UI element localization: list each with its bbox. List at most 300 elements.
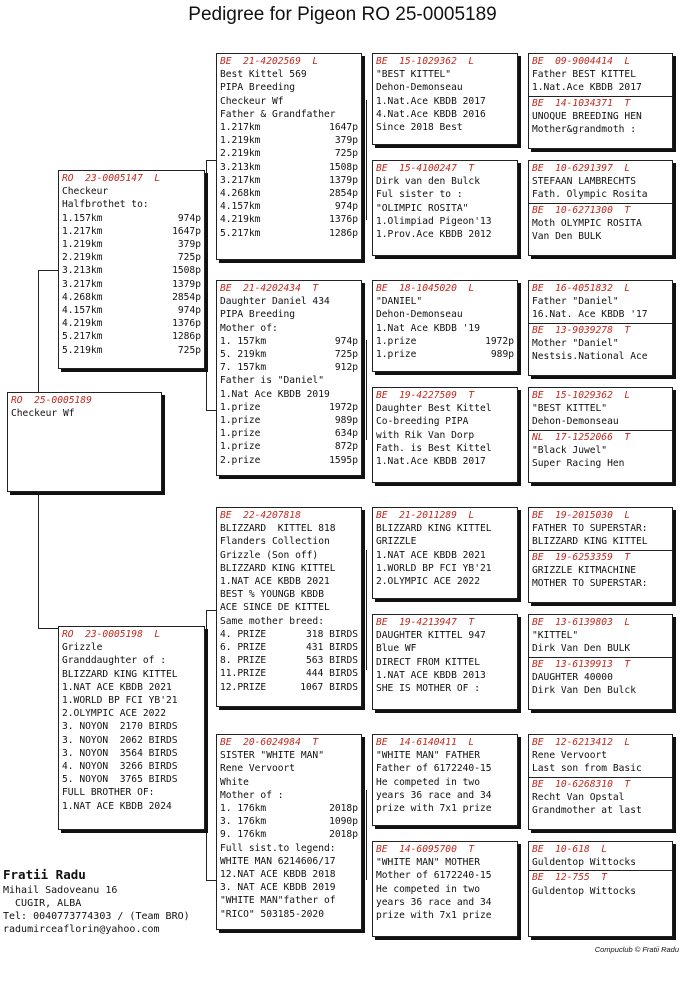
result-label: 1. 176km [220,803,267,815]
ring-number: BE 21-2011289 L [376,510,475,521]
info-line: 1.Nat.Ace KBDB 2017 [376,95,486,107]
result-value: 2854p [329,188,358,200]
result-row [220,227,358,240]
result-row [62,251,201,264]
result-value: 1508p [329,161,358,173]
ring-number: BE 18-1045020 L [376,283,475,294]
info-line: 16.Nat. Ace KBDB '17 [532,309,648,321]
result-value: 974p [334,201,358,213]
result-value: 1508p [172,265,201,277]
info-line: Checkeur [62,186,109,198]
result-row [220,134,358,147]
info-line: "RICO" 503185-2020 [220,908,324,920]
result-label: 4. PRIZE [220,628,267,640]
result-value: 1647p [172,225,201,237]
info-line: Daughter Daniel 434 [220,296,330,308]
great-grandparent-card [372,387,518,483]
ring-number: BE 14-1034371 T [532,97,631,109]
info-line: "WHITE MAN"father of [220,895,336,907]
result-row [220,440,358,453]
info-line: 1.NAT ACE KBDB 2021 [376,549,486,561]
ring-number: BE 10-618 L [532,844,608,855]
connector [206,160,207,410]
info-line: Mother "Daniel" [532,337,619,349]
info-line: with Rik Van Dorp [376,429,475,441]
info-line: Since 2018 Best [376,122,463,134]
info-line: 2.OLYMPIC ACE 2022 [376,576,480,588]
info-line: BLIZZARD KING KITTEL [62,668,178,680]
dam-dam-card [216,734,362,930]
breeder-address-line: CUGIR, ALBA [3,898,82,909]
info-line: 1.WORLD BP FCI YB'21 [62,695,178,707]
info-line: Father of 6172240-15 [376,763,492,775]
info-line: Best Kittel 569 [220,69,307,81]
result-row [62,304,201,317]
info-line: Halfbrothet to: [62,199,149,211]
result-row [62,291,201,304]
result-value: 989p [334,415,358,427]
result-label: 1.157km [62,212,103,224]
sire-card [58,170,205,369]
result-value: 431 BIRDS [306,642,358,654]
result-label: 4.219km [62,318,103,330]
info-line: Daughter Best Kittel [376,403,492,415]
info-line: BLIZZARD KITTEL 818 [220,523,336,535]
result-value: 1379p [329,174,358,186]
info-line: 1.Nat.Ace KBDB 2017 [532,82,642,94]
result-row [220,815,358,828]
result-label: 2.prize [220,454,261,466]
info-line: "BEST KITTEL" [532,403,608,415]
ring-number: BE 22-4207818 [220,510,301,521]
result-label: 12.PRIZE [220,681,267,693]
result-row [62,225,201,238]
result-value: 1067 BIRDS [300,681,358,693]
ring-number: BE 13-6139803 L [532,617,631,628]
result-label: 1.prize [220,441,261,453]
result-row [62,264,201,277]
info-line: BLIZZARD KING KITTEL [376,523,492,535]
great-great-grandparents-card [528,160,673,256]
result-value: 1595p [329,454,358,466]
result-label: 4.268km [62,291,103,303]
info-line: 3. NOYON 2062 BIRDS [62,734,178,746]
result-value: 379p [177,239,201,251]
result-label: 5.217km [220,227,261,239]
result-value: 725p [177,344,201,356]
result-label: 2.219km [220,148,261,160]
result-label: 1.219km [62,239,103,251]
info-line: Last son from Basic [532,763,642,775]
info-line: Guldentop Wittocks [532,885,636,897]
ring-number: BE 15-1029362 L [376,56,475,67]
result-label: 1.prize [220,401,261,413]
info-line: He competed in two [376,776,480,788]
info-line: Fath. is Best Kittel [376,442,492,454]
breeder-name: Fratii Radu [3,867,86,882]
result-value: 974p [177,212,201,224]
result-row [220,147,358,160]
info-line: Father is "Daniel" [220,375,324,387]
result-row [220,187,358,200]
info-line: Father "Daniel" [532,296,619,308]
result-row [62,212,201,225]
result-label: 9. 176km [220,829,267,841]
ring-number: BE 14-6095700 T [376,844,475,855]
great-great-grandparents-card [528,507,673,603]
info-line: Flanders Collection [220,536,330,548]
great-grandparent-card [372,507,518,599]
result-label: 3.213km [220,161,261,173]
breeder-email[interactable]: radumirceaflorin@yahoo.com [3,924,160,935]
ring-number: BE 10-6291397 L [532,163,631,174]
great-great-grandparents-card [528,841,673,937]
result-label: 1.prize [220,415,261,427]
ring-number: BE 13-6139913 T [532,658,631,670]
info-line: DAUGHTER KITTEL 947 [376,630,486,642]
sire-dam-card [216,280,362,476]
subject-pigeon-card [7,392,162,492]
connector [366,100,367,220]
result-label: 1.217km [220,122,261,134]
result-label: 4.157km [62,305,103,317]
ring-number: BE 15-1029362 L [532,390,631,401]
result-label: 1.prize [376,349,417,361]
result-row [62,317,201,330]
info-line: Checkeur Wf [220,95,284,107]
result-value: 1972p [329,401,358,413]
info-line: 3. NOYON 3564 BIRDS [62,747,178,759]
info-line: 1.NAT ACE KBDB 2013 [376,669,486,681]
info-line: Father & Grandfather [220,108,336,120]
result-row [220,641,358,654]
result-label: 2.219km [62,252,103,264]
result-value: 725p [177,252,201,264]
connector [38,270,39,395]
info-line: years 36 race and 34 [376,896,492,908]
result-value: 1647p [329,122,358,134]
ring-number: BE 10-6268310 T [532,778,631,790]
result-value: 2018p [329,829,358,841]
ring-number: RO 23-0005147 L [62,173,161,184]
info-line: DIRECT FROM KITTEL [376,656,480,668]
info-line: SHE IS MOTHER OF : [376,683,480,695]
info-line: Mother of: [220,322,278,334]
info-line: 4. NOYON 3266 BIRDS [62,761,178,773]
connector [38,478,39,628]
result-row [220,335,358,348]
great-grandparent-card [372,841,518,937]
result-label: 3.217km [62,278,103,290]
result-row [220,414,358,427]
great-great-grandparents-card [528,280,673,376]
result-label: 3.213km [62,265,103,277]
info-line: Nestsis.National Ace [532,351,648,363]
info-line: SISTER "WHITE MAN" [220,750,324,762]
result-row [220,802,358,815]
info-line: Dehon-Demonseau [376,82,463,94]
info-line: "Black Juwel" [532,444,608,456]
info-line: Fath. Olympic Rosita [532,189,648,201]
info-line: Moth OLYMPIC ROSITA [532,217,642,229]
info-line: ACE SINCE DE KITTEL [220,602,330,614]
result-row [220,654,358,667]
result-value: 2018p [329,803,358,815]
info-line: Ful sister to : [376,189,463,201]
ring-number: BE 19-4213947 T [376,617,475,628]
great-grandparent-card [372,734,518,826]
result-label: 5.217km [62,331,103,343]
info-line: Dirk Van Den Bulck [532,685,636,697]
result-value: 444 BIRDS [306,668,358,680]
info-line: "OLIMPIC ROSITA" [376,202,469,214]
info-line: Dirk van den Bulck [376,176,480,188]
info-line: 2.OLYMPIC ACE 2022 [62,708,166,720]
result-label: 1.219km [220,135,261,147]
result-row [376,348,514,361]
result-row [62,344,201,357]
result-value: 1376p [172,318,201,330]
ring-number: BE 19-2015030 L [532,510,631,521]
result-row [220,174,358,187]
result-value: 1090p [329,816,358,828]
ring-number: BE 14-6140411 L [376,737,475,748]
result-label: 6. PRIZE [220,642,267,654]
info-line: FATHER TO SUPERSTAR: [532,523,648,535]
result-value: 725p [334,148,358,160]
info-line: Father BEST KITTEL [532,69,636,81]
result-row [220,667,358,680]
info-line: Blue WF [376,643,417,655]
result-label: 5. 219km [220,349,267,361]
info-line: WHITE MAN 6214606/17 [220,855,336,867]
ring-number: BE 15-4100247 T [376,163,475,174]
info-line: 1.WORLD BP FCI YB'21 [376,562,492,574]
info-line: Checkeur Wf [11,408,75,420]
info-line: 4.Nat.Ace KBDB 2016 [376,108,486,120]
info-line: years 36 race and 34 [376,789,492,801]
ring-number: RO 23-0005198 L [62,629,161,640]
great-grandparent-card [372,160,518,256]
result-label: 7. 157km [220,362,267,374]
connector [206,610,207,880]
result-label: 1.prize [376,335,417,347]
great-great-grandparents-card [528,614,673,710]
info-line: 1.NAT ACE KBDB 2021 [62,681,172,693]
great-great-grandparents-card [528,734,673,830]
ring-number: BE 13-9039278 T [532,324,631,336]
info-line: prize with 7x1 prize [376,910,492,922]
connector [366,340,367,440]
info-line: 1.Olimpiad Pigeon'13 [376,215,492,227]
result-row [220,161,358,174]
info-line: "DANIEL" [376,296,423,308]
connector [38,270,58,271]
dam-card [58,626,205,830]
info-line: Mother of 6172240-15 [376,870,492,882]
result-value: 1376p [329,214,358,226]
info-line: PIPA Breeding [220,309,296,321]
ring-number: NL 17-1252066 T [532,431,631,443]
result-row [62,330,201,343]
result-value: 912p [334,362,358,374]
result-row [220,361,358,374]
result-value: 989p [490,349,514,361]
info-line: 1.Nat Ace KBDB '19 [376,322,480,334]
result-row [220,121,358,134]
ring-number: BE 09-9004414 L [532,56,631,67]
result-value: 1379p [172,278,201,290]
info-line: GRIZZLE KITMACHINE [532,564,636,576]
breeder-info [3,866,190,936]
result-value: 563 BIRDS [306,655,358,667]
info-line: Rene Vervoort [532,750,608,762]
result-value: 1972p [485,335,514,347]
info-line: Dehon-Demonseau [376,309,463,321]
info-line: Mother&grandmoth : [532,124,636,136]
info-line: Dehon-Demonseau [532,416,619,428]
ring-number: BE 19-6253359 T [532,551,631,563]
info-line: He competed in two [376,883,480,895]
result-label: 4.157km [220,201,261,213]
result-row [220,200,358,213]
connector [206,610,216,611]
ring-number: BE 12-755 T [532,872,608,884]
result-value: 974p [334,335,358,347]
ring-number: BE 16-4051832 L [532,283,631,294]
connector [38,628,58,629]
result-value: 2854p [172,291,201,303]
info-line: 5. NOYON 3765 BIRDS [62,774,178,786]
result-row [220,681,358,694]
info-line: Grizzle [62,642,103,654]
info-line: White [220,776,249,788]
info-line: 3. NOYON 2170 BIRDS [62,721,178,733]
result-value: 379p [334,135,358,147]
result-value: 872p [334,441,358,453]
info-line: Same mother breed: [220,615,324,627]
result-row [220,348,358,361]
breeder-address-line: Mihail Sadoveanu 16 [3,885,118,896]
info-line: prize with 7x1 prize [376,803,492,815]
result-label: 4.219km [220,214,261,226]
info-line: BEST % YOUNGB KBDB [220,589,324,601]
info-line: 3. NAT ACE KBDB 2019 [220,882,336,894]
info-line: 1.Prov.Ace KBDB 2012 [376,229,492,241]
info-line: FULL BROTHER OF: [62,787,155,799]
info-line: GRIZZLE [376,536,417,548]
result-label: 1. 157km [220,335,267,347]
info-line: Grandmother at last [532,805,642,817]
info-line: BLIZZARD KING KITTEL [220,562,336,574]
result-row [376,335,514,348]
result-row [62,278,201,291]
info-line: Grizzle (Son off) [220,549,319,561]
info-line: Dirk Van Den BULK [532,643,631,655]
ring-number: BE 21-4202569 L [220,56,319,67]
result-label: 3.217km [220,174,261,186]
info-line: Granddaughter of : [62,655,166,667]
info-line: 1.Nat Ace KBDB 2019 [220,388,330,400]
info-line: "KITTEL" [532,630,579,642]
connector [206,410,216,411]
great-grandparent-card [372,53,518,145]
ring-number: BE 12-6213412 L [532,737,631,748]
info-line: Rene Vervoort [220,763,296,775]
info-line: Mother of : [220,789,284,801]
result-label: 4.268km [220,188,261,200]
ring-number: BE 19-4227509 T [376,390,475,401]
result-row [220,454,358,467]
result-row [220,213,358,226]
info-line: MOTHER TO SUPERSTAR: [532,578,648,590]
info-line: Recht Van Opstal [532,791,625,803]
info-line: Guldentop Wittocks [532,857,636,869]
ring-number: BE 20-6024984 T [220,737,319,748]
result-label: 11.PRIZE [220,668,267,680]
sire-sire-card [216,53,362,260]
page-title: Pedigree for Pigeon RO 25-0005189 [188,4,497,25]
result-row [220,427,358,440]
info-line: UNOQUE BREEDING HEN [532,110,642,122]
result-value: 318 BIRDS [306,628,358,640]
great-great-grandparents-card [528,387,673,483]
connector [206,880,216,881]
result-value: 725p [334,349,358,361]
result-value: 634p [334,428,358,440]
info-line: PIPA Breeding [220,82,296,94]
ring-number: BE 21-4202434 T [220,283,319,294]
result-label: 8. PRIZE [220,655,267,667]
result-value: 1286p [172,331,201,343]
info-line: "BEST KITTEL" [376,69,452,81]
info-line: 12.NAT ACE KBDB 2018 [220,869,336,881]
breeder-phone: Tel: 0040773774303 / (Team BRO) [3,911,190,922]
ring-number: BE 10-6271300 T [532,204,631,216]
result-label: 5.219km [62,344,103,356]
result-value: 1286p [329,227,358,239]
info-line: Super Racing Hen [532,458,625,470]
great-grandparent-card [372,280,518,372]
info-line: DAUGHTER 40000 [532,671,613,683]
ring-number: RO 25-0005189 [11,395,92,406]
result-value: 974p [177,305,201,317]
footer-credit: Compuclub © Fratii Radu [594,945,679,954]
result-row [220,828,358,841]
connector [366,550,367,670]
info-line: BLIZZARD KING KITTEL [532,536,648,548]
info-line: Full sist.to legend: [220,842,336,854]
info-line: "WHITE MAN" FATHER [376,750,480,762]
info-line: STEFAAN LAMBRECHTS [532,176,636,188]
info-line: Co-breeding PIPA [376,416,469,428]
great-grandparent-card [372,614,518,710]
result-row [62,238,201,251]
info-line: 1.NAT ACE KBDB 2021 [220,576,330,588]
info-line: 1.NAT ACE KBDB 2024 [62,800,172,812]
result-label: 1.217km [62,225,103,237]
connector [366,790,367,880]
info-line: 1.Nat.Ace KBDB 2017 [376,456,486,468]
info-line: Van Den BULK [532,231,602,243]
dam-sire-card [216,507,362,707]
info-line: "WHITE MAN" MOTHER [376,857,480,869]
result-row [220,401,358,414]
connector [206,160,216,161]
great-great-grandparents-card [528,53,673,149]
result-label: 3. 176km [220,816,267,828]
result-label: 1.prize [220,428,261,440]
